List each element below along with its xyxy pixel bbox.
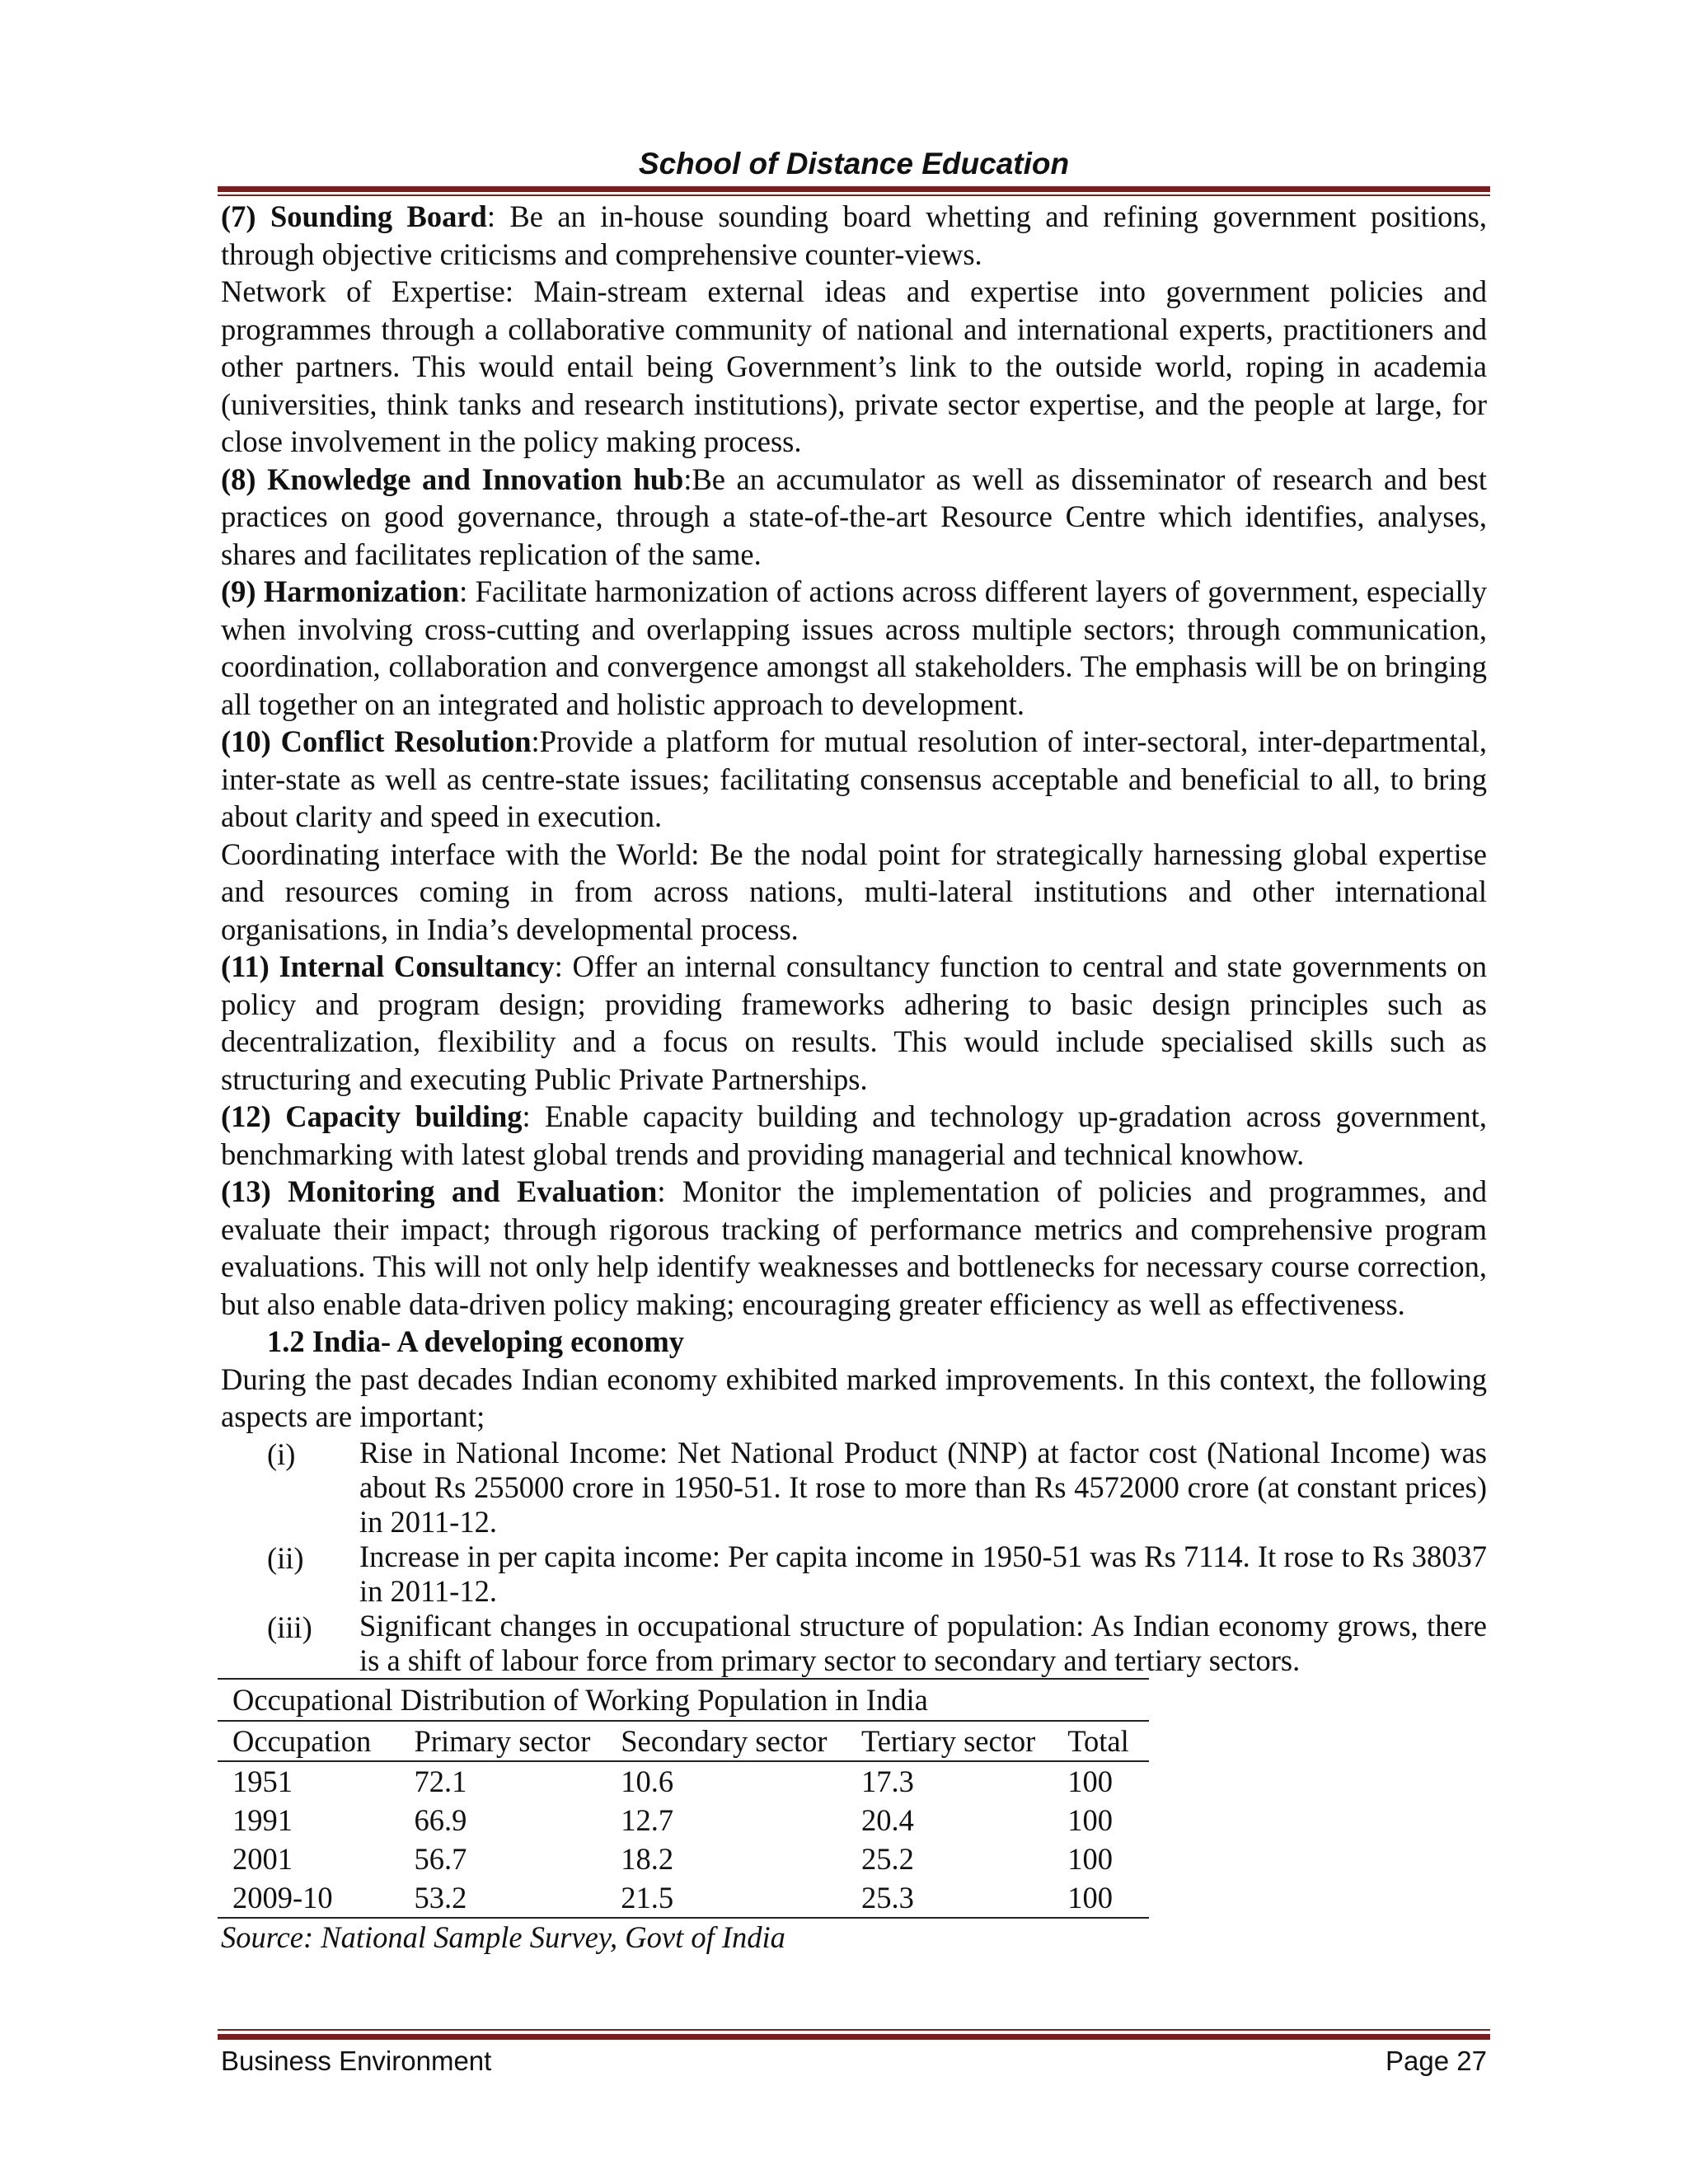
footer-page-number: Page 27	[1386, 2046, 1487, 2076]
paragraph-network-of-expertise: Network of Expertise: Main-stream external ideas and expertise into government policies and programmes through a collaborative community of national and international experts, practitioners and other partners. This would entail being Government’s link to the outside world, roping in academia (universities, think tanks and research institutions), private sector expertise, and the people at large, for close involvement in the policy making process.	[221, 274, 1487, 458]
table-header-cell: Occupation	[218, 1722, 399, 1761]
header-rule-thin	[218, 194, 1490, 196]
table-cell: 18.2	[621, 1842, 674, 1876]
table-cell: 10.6	[621, 1765, 674, 1798]
table-header-cell: Tertiary sector	[846, 1722, 1053, 1761]
header-title: School of Distance Education	[638, 147, 1070, 180]
table-row	[218, 1878, 1149, 1918]
table-cell: 100	[1067, 1803, 1114, 1837]
table-header-cell: Secondary sector	[606, 1722, 846, 1761]
table-cell: 20.4	[860, 1803, 914, 1837]
page-content	[221, 198, 1487, 1957]
table-caption: Occupational Distribution of Working Population in India	[218, 1678, 1149, 1722]
paragraph-internal-consultancy: (11) Internal Consultancy: Offer an internal consultancy function to central and state governments on policy and program design; providing frameworks adhering to basic design principles such as decentralization, flexibility and a focus on results. This would include specialised skills such as structuring and executing Public Private Partnerships.	[221, 949, 1488, 1096]
table-cell: 1951	[232, 1765, 293, 1798]
paragraph-coordinating-interface: Coordinating interface with the World: Be the nodal point for strategically harnessing global expertise and resources coming in from across nations, multi-lateral institutions and other international organisations, in India’s developmental process.	[221, 837, 1487, 946]
paragraph-monitoring-evaluation: (13) Monitoring and Evaluation: Monitor the implementation of policies and programmes, and evaluate their impact; through rigorous tracking of performance metrics and comprehensive program evaluations. This will not only help identify weaknesses and bottlenecks for necessary course correction, but also enable data-driven policy making; encouraging greater efficiency as well as effectiveness.	[221, 1174, 1487, 1321]
list-item	[267, 1436, 1487, 1540]
table-source: Source: National Sample Survey, Govt of India	[221, 1920, 785, 1954]
table-cell: 17.3	[860, 1765, 914, 1798]
table-cell: 53.2	[399, 1878, 606, 1918]
table-cell: 21.5	[606, 1878, 846, 1918]
table-cell: 2001	[232, 1842, 293, 1876]
list-item-text: Significant changes in occupational structure of population: As Indian economy grows, there is a shift of labour force from primary sector to secondary and tertiary sectors.	[359, 1608, 1487, 1677]
list-item-number: (iii)	[267, 1610, 312, 1644]
paragraph-harmonization: (9) Harmonization: Facilitate harmonization of actions across different layers of government, especially when involving cross-cutting and overlapping issues across multiple sectors; through communication, coordination, collaboration and convergence amongst all stakeholders. The emphasis will be on bringing all together on an integrated and holistic approach to development.	[221, 574, 1487, 721]
section-heading: 1.2 India- A developing economy	[267, 1324, 684, 1358]
table-header-cell: Primary sector	[399, 1722, 606, 1761]
header-rule	[218, 186, 1490, 192]
table-header-row	[218, 1722, 1149, 1761]
table-cell: 72.1	[414, 1765, 467, 1798]
table-row	[218, 1840, 1149, 1878]
aspects-list	[221, 1436, 1487, 1678]
table-row	[218, 1761, 1149, 1801]
footer-rule	[218, 2034, 1490, 2040]
table-cell: 12.7	[621, 1803, 674, 1837]
list-item-number: (i)	[267, 1436, 296, 1471]
table-cell: 100	[1053, 1878, 1149, 1918]
list-item-text: Increase in per capita income: Per capita income in 1950-51 was Rs 7114. It rose to Rs 38037 in 2011-12.	[359, 1539, 1487, 1608]
table-cell: 1991	[232, 1803, 293, 1837]
paragraph-sounding-board: (7) Sounding Board: Be an in-house sounding board whetting and refining government positions, through objective criticisms and comprehensive counter-views.	[221, 199, 1487, 271]
list-item	[267, 1540, 1487, 1609]
table-cell: 25.2	[860, 1842, 914, 1876]
occupation-table	[218, 1678, 1149, 1919]
list-item-text: Rise in National Income: Net National Product (NNP) at factor cost (National Income) was about Rs 255000 crore in 1950-51. It rose to more than Rs 4572000 crore (at constant prices) in 2011-12.	[359, 1435, 1487, 1539]
list-item-number: (ii)	[267, 1540, 304, 1575]
table-cell: 56.7	[414, 1842, 467, 1876]
table-cell: 66.9	[414, 1803, 467, 1837]
table-cell: 100	[1067, 1765, 1114, 1798]
paragraph-capacity-building: (12) Capacity building: Enable capacity building and technology up-gradation across government, benchmarking with latest global trends and providing managerial and technical knowhow.	[221, 1099, 1487, 1171]
table-cell: 100	[1067, 1842, 1114, 1876]
list-item	[267, 1609, 1487, 1678]
table-cell: 25.3	[846, 1878, 1053, 1918]
occupation-data-table	[218, 1722, 1149, 1919]
paragraph-knowledge-hub: (8) Knowledge and Innovation hub:Be an accumulator as well as disseminator of research and best practices on good governance, through a state-of-the-art Resource Centre which identifies, analyses, shares and facilitates replication of the same.	[221, 462, 1487, 571]
table-row	[218, 1801, 1149, 1840]
table-cell: 2009-10	[218, 1878, 399, 1918]
footer-rule-thin	[218, 2029, 1490, 2031]
paragraph-conflict-resolution: (10) Conflict Resolution:Provide a platform for mutual resolution of inter-sectoral, inter-departmental, inter-state as well as centre-state issues; facilitating consensus acceptable and beneficial to all, to bring about clarity and speed in execution.	[221, 724, 1487, 833]
table-header-cell: Total	[1053, 1722, 1149, 1761]
footer-book-title: Business Environment	[221, 2046, 492, 2076]
section-intro: During the past decades Indian economy exhibited marked improvements. In this context, the following aspects are important;	[221, 1361, 1487, 1433]
